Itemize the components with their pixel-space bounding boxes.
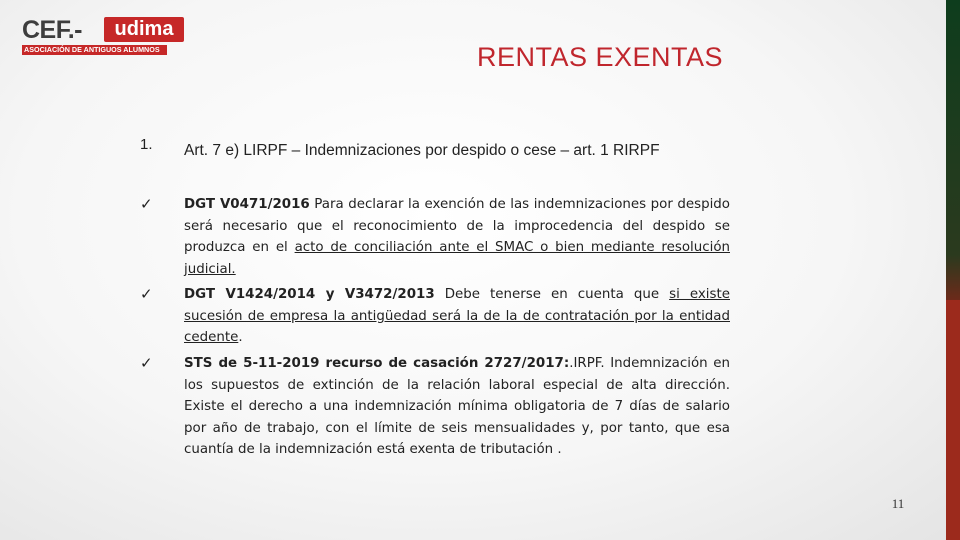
bullet-text: Para declarar la exención de las indemnizaciones por despido será necesario que el reconocimiento de la improcedencia del despido se produzca en el bbox=[184, 197, 730, 256]
checkmark-icon: ✓ bbox=[140, 196, 153, 213]
item-number: 1. bbox=[140, 136, 153, 153]
logo-cef-text: CEF.- bbox=[22, 16, 82, 44]
bullet-underlined-text: acto de conciliación ante el SMAC o bien mediante resolución judicial. bbox=[184, 240, 730, 277]
bullet-lead: STS de 5-11-2019 recurso de casación 2727/2017: bbox=[184, 356, 570, 371]
bullet-text: .IRPF. Indemnización en los supuestos de extinción de la relación laboral especial de alta dirección. Existe el derecho a una indemnización mínima obligatoria de 7 días de salario por año de trabajo, con el límite de seis mensualidades y, por tanto, que esa cuantía de la indemnización está exenta de tributación . bbox=[184, 356, 730, 458]
bullet-lead: DGT V0471/2016 bbox=[184, 197, 310, 212]
slide-title: RENTAS EXENTAS bbox=[476, 42, 724, 72]
right-accent-band bbox=[946, 0, 960, 540]
bullet-tail: . bbox=[238, 330, 243, 346]
cef-udima-logo bbox=[22, 15, 174, 55]
bullet-lead: DGT V1424/2014 y V3472/2013 bbox=[184, 287, 435, 302]
bullet-underlined-text: si existe sucesión de empresa la antigüedad será la de la de contratación por la entidad cedente bbox=[184, 287, 730, 346]
bullet-paragraph bbox=[184, 284, 730, 349]
item-heading: Art. 7 e) LIRPF – Indemnizaciones por despido o cese – art. 1 RIRPF bbox=[184, 142, 660, 159]
bullet-paragraph bbox=[184, 194, 730, 280]
logo-udima-text: udima bbox=[104, 17, 184, 42]
checkmark-icon: ✓ bbox=[140, 286, 153, 303]
page-number: 11 bbox=[891, 496, 905, 511]
bullet-text: Debe tenerse en cuenta que bbox=[434, 287, 670, 302]
checkmark-icon: ✓ bbox=[140, 355, 153, 372]
logo-association-text: ASOCIACIÓN DE ANTIGUOS ALUMNOS bbox=[22, 45, 167, 55]
bullet-paragraph bbox=[184, 353, 730, 461]
